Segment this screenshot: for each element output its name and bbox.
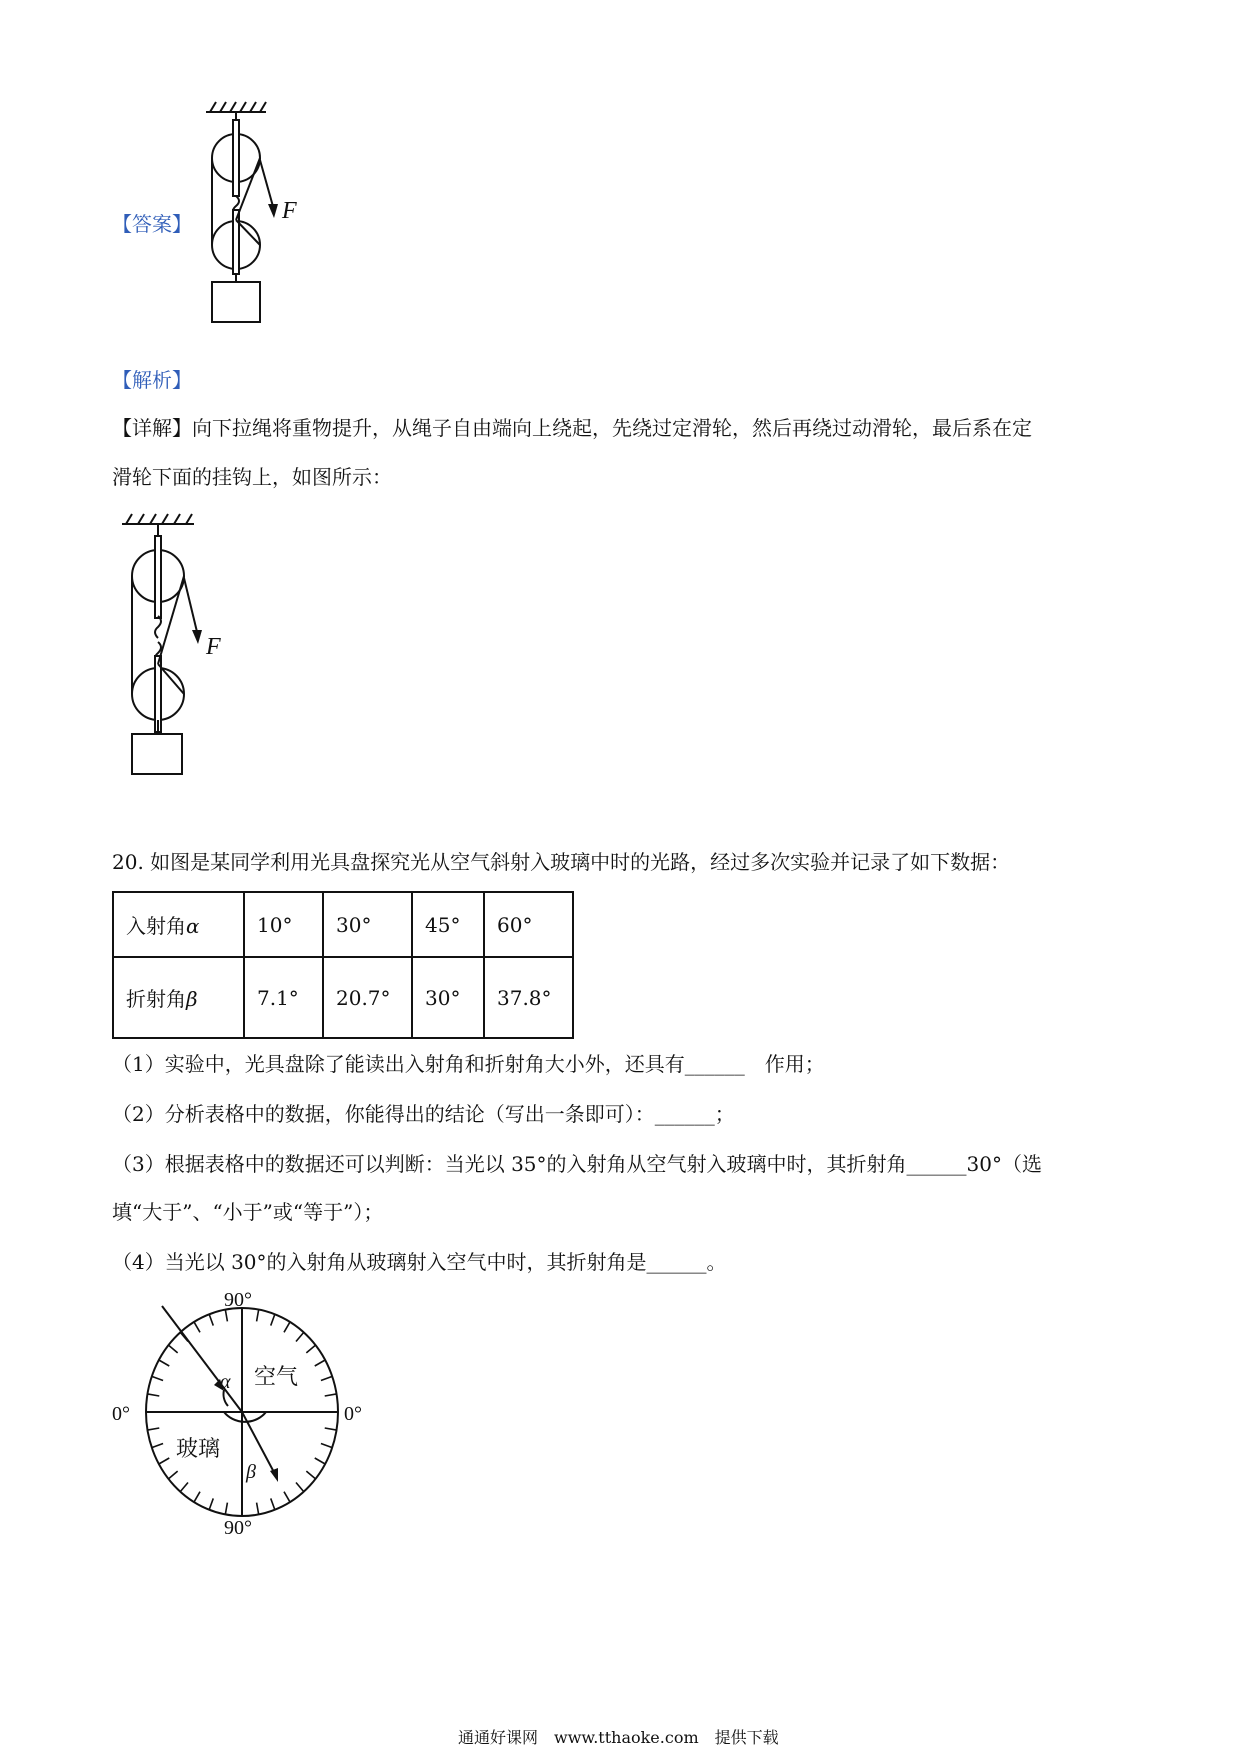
table-cell: 45°	[412, 892, 484, 957]
disk-tick	[159, 1458, 169, 1464]
sub-question-3-line2: 填“大于”、“小于”或“等于”）；	[112, 1200, 384, 1224]
analysis-detail-line1: 【详解】向下拉绳将重物提升，从绳子自由端向上绕起，先绕过定滑轮，然后再绕过动滑轮，最后系在定	[112, 416, 1032, 440]
disk-tick	[168, 1345, 177, 1353]
load-block	[212, 282, 260, 322]
disk-tick	[194, 1322, 200, 1332]
table-row	[113, 957, 573, 1038]
left-label: 0°	[112, 1403, 130, 1425]
table-cell: 10°	[244, 892, 323, 957]
rope-free-end	[260, 160, 274, 210]
disk-tick	[315, 1458, 325, 1464]
refracted-arrow-head	[270, 1468, 278, 1482]
disk-tick	[271, 1498, 275, 1509]
footer-text: 通通好课网 www.tthaoke.com 提供下载	[458, 1728, 779, 1747]
table-cell: 20.7°	[323, 957, 412, 1038]
table-row	[113, 892, 573, 957]
disk-tick	[321, 1443, 332, 1447]
right-label: 0°	[344, 1403, 362, 1425]
disk-tick	[306, 1345, 315, 1353]
disk-tick	[225, 1503, 227, 1515]
force-label: F	[282, 198, 297, 224]
disk-tick	[152, 1376, 163, 1380]
air-label: 空气	[254, 1364, 299, 1389]
disk-tick	[180, 1482, 188, 1491]
glass-label: 玻璃	[176, 1436, 221, 1461]
top-label: 90°	[224, 1290, 252, 1311]
disk-tick	[159, 1360, 169, 1366]
force-arrow-head	[268, 204, 278, 218]
disk-tick	[321, 1376, 332, 1380]
answer-pulley-figure	[190, 100, 310, 345]
disk-tick	[284, 1322, 290, 1332]
disk-tick	[209, 1498, 213, 1509]
disk-tick	[284, 1492, 290, 1502]
disk-tick	[325, 1394, 337, 1396]
disk-tick	[257, 1503, 259, 1515]
disk-tick	[209, 1314, 213, 1325]
table-header-incidence: 入射角α	[113, 892, 244, 957]
data-table	[112, 891, 574, 1039]
disk-tick	[152, 1443, 163, 1447]
sub-question-2: （2）分析表格中的数据，你能得出的结论（写出一条即可）：______；	[112, 1102, 735, 1126]
force-arrow-head	[192, 630, 202, 644]
table-cell: 30°	[323, 892, 412, 957]
analysis-detail-line2: 滑轮下面的挂钩上，如图所示：	[112, 465, 392, 489]
beta-symbol: β	[246, 1461, 256, 1483]
answer-label: 【答案】	[112, 212, 192, 236]
disk-tick	[296, 1482, 304, 1491]
disk-tick	[147, 1428, 159, 1430]
incident-ray	[162, 1306, 242, 1412]
alpha-symbol: α	[220, 1371, 231, 1393]
disk-tick	[147, 1394, 159, 1396]
analysis-label: 【解析】	[112, 368, 192, 392]
analysis-pulley-figure	[118, 512, 243, 782]
disk-tick	[315, 1360, 325, 1366]
disk-tick	[325, 1428, 337, 1430]
question20-stem: 20. 如图是某同学利用光具盘探究光从空气斜射入玻璃中时的光路，经过多次实验并记录了如下数据：	[112, 850, 1011, 874]
table-cell: 30°	[412, 957, 484, 1038]
disk-tick	[296, 1332, 304, 1341]
optical-disk-figure	[100, 1290, 390, 1540]
sub-question-1: （1）实验中，光具盘除了能读出入射角和折射角大小外，还具有______ 作用；	[112, 1052, 825, 1076]
load-block	[132, 734, 182, 774]
disk-tick	[168, 1471, 177, 1479]
sub-question-3-line1: （3）根据表格中的数据还可以判断：当光以 35°的入射角从空气射入玻璃中时，其折射角______30°（选	[112, 1152, 1042, 1176]
rope-free-end	[184, 578, 198, 636]
disk-tick	[257, 1310, 259, 1322]
table-cell: 60°	[484, 892, 573, 957]
disk-tick	[271, 1314, 275, 1325]
sub-question-4: （4）当光以 30°的入射角从玻璃射入空气中时，其折射角是______。	[112, 1250, 727, 1274]
disk-tick	[194, 1492, 200, 1502]
table-cell: 7.1°	[244, 957, 323, 1038]
disk-tick	[225, 1310, 227, 1322]
table-cell: 37.8°	[484, 957, 573, 1038]
bottom-label: 90°	[224, 1517, 252, 1539]
force-label: F	[206, 634, 221, 660]
table-header-refraction: 折射角β	[113, 957, 244, 1038]
disk-tick	[306, 1471, 315, 1479]
